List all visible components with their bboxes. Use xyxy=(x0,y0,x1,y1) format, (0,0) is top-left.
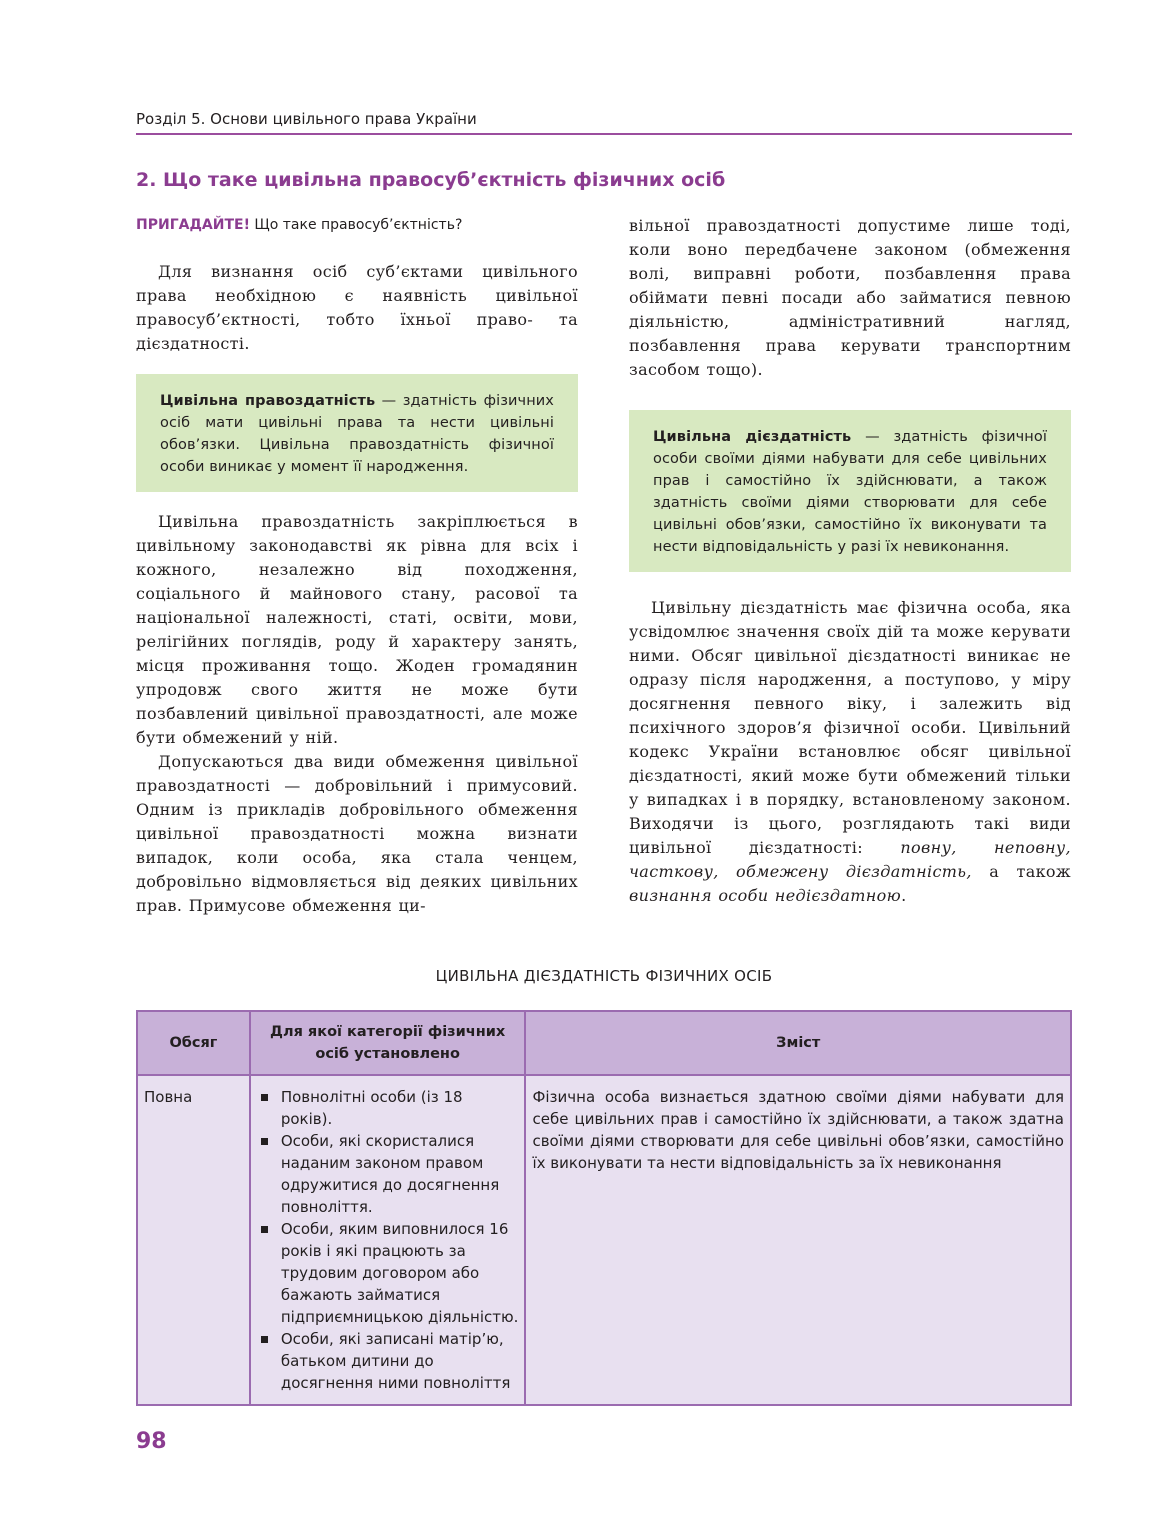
left-column xyxy=(136,214,578,918)
list-item: Особи, яким виповнилося 16 років і які працюють за трудовим договором або бажають займатися підприємницькою діяльністю. xyxy=(257,1218,519,1328)
table-row xyxy=(137,1075,1071,1405)
column-header-scope: Обсяг xyxy=(137,1011,250,1075)
right-column xyxy=(629,214,1071,908)
list-item: Особи, які записані матір’ю, батьком дитини до досягнення ними повноліття xyxy=(257,1328,519,1394)
list-item: Повнолітні особи (із 18 років). xyxy=(257,1086,519,1130)
cell-scope: Повна xyxy=(137,1075,250,1405)
paragraph-text-end: . xyxy=(901,886,907,905)
definition-term: Цивільна дієздатність xyxy=(653,429,852,445)
paragraph-forced-limits: вільної правоздатності допустиме лише тоді, коли воно передбачене законом (обмеження волі, виправні роботи, позбавлення права обіймати певні посади або займатися певною діяльністю, адміністративний нагляд, позбавлення права керувати транспортним засобом тощо). xyxy=(629,216,1071,379)
cell-categories xyxy=(250,1075,526,1405)
paragraph-active-capacity xyxy=(629,596,1071,908)
running-head: Розділ 5. Основи цивільного права України xyxy=(136,110,1072,135)
category-list xyxy=(257,1086,519,1394)
incapacity-term: визнання особи недієздатною xyxy=(629,886,902,905)
capacity-table xyxy=(136,1010,1072,1406)
paragraph-capacity-equality: Цивільна правоздатність закріплюється в цивільному законодавстві як рівна для всіх і кожного, незалежно від походження, соціального й майнового стану, расової та національної належності, статі, освіти, мови, релігійних поглядів, роду й характеру занять, місця проживання тощо. Жоден громадянин упродовж свого життя не може бути позбавлений цивільної правоздатності, але може бути обмежений у ній. xyxy=(136,512,578,747)
list-item: Особи, які скористалися наданим законом правом одружитися до досягнення повноліття. xyxy=(257,1130,519,1218)
column-header-content: Зміст xyxy=(525,1011,1071,1075)
definition-box-legal-capacity xyxy=(136,374,578,492)
paragraph-capacity-limits: Допускаються два види обмеження цивільної правоздатності — добровільний і примусовий. Одним із прикладів добровільного обмеження цивільної правоздатності можна визнати випадок, коли особа, яка стала ченцем, добровільно відмовляється від деяких цивільних прав. Примусове обмеження ци- xyxy=(136,752,578,915)
section-title: 2. Що таке цивільна правосуб’єктність фізичних осіб xyxy=(136,169,726,191)
definition-text: — здатність фізичних осіб мати цивільні права та нести цивільні обов’язки. Цивільна правоздатність фізичної особи виникає у момент її народження. xyxy=(160,393,554,475)
paragraph-text: Цивільну дієздатність має фізична особа, яка усвідомлює значення своїх дій та може керувати ними. Обсяг цивільної дієздатності виникає не одразу після народження, а поступово, у міру досягнення певного віку, і залежить від психічного здоров’я фізичної особи. Цивільний кодекс України встановлює обсяг цивільної дієздатності, який може бути обмежений тільки у випадках і в порядку, встановленому законом. Виходячи із цього, розглядають такі види цивільної дієздатності: xyxy=(629,598,1071,857)
page-number: 98 xyxy=(136,1429,167,1454)
definition-box-active-capacity xyxy=(629,410,1071,572)
recall-prompt xyxy=(136,214,578,236)
recall-label: ПРИГАДАЙТЕ! xyxy=(136,217,250,233)
paragraph-text-mid: а також xyxy=(971,862,1071,881)
column-header-category: Для якої категорії фізичних осіб установлено xyxy=(250,1011,526,1075)
cell-content: Фізична особа визнається здатною своїми діями набувати для себе цивільних прав і самостійно їх здійснювати, а також здатна своїми діями створювати для себе цивільні обов’язки, самостійно їх виконувати та нести відповідальність за їх невиконання xyxy=(525,1075,1071,1405)
recall-question: Що таке правосуб’єктність? xyxy=(254,217,463,233)
definition-text: — здатність фізичної особи своїми діями набувати для себе цивільних прав і самостійно їх здійснювати, а також здатність своїми діями створювати для себе цивільні обов’язки, самостійно їх виконувати та нести відповідальність у разі їх невиконання. xyxy=(653,429,1047,555)
table-header-row xyxy=(137,1011,1071,1075)
table-title: ЦИВІЛЬНА ДІЄЗДАТНІСТЬ ФІЗИЧНИХ ОСІБ xyxy=(435,967,773,985)
definition-term: Цивільна правоздатність xyxy=(160,393,376,409)
capacity-types: повну, неповну, часткову, обмежену дієздатність, xyxy=(629,838,1071,881)
paragraph-intro: Для визнання осіб суб’єктами цивільного права необхідною є наявність цивільної правосуб’єктності, тобто їхньої право- та дієздатності. xyxy=(136,262,578,353)
